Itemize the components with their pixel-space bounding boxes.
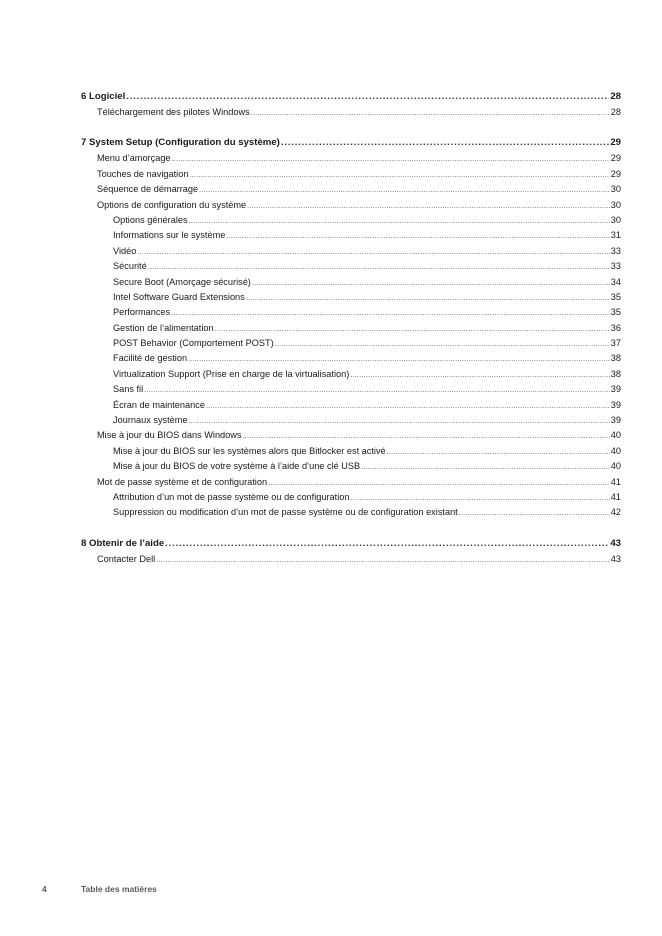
toc-leader-dots — [206, 399, 610, 414]
toc-entry-title: Sans fil — [113, 384, 144, 395]
toc-leader-dots — [144, 383, 610, 398]
toc-entry-title: Menu d’amorçage — [97, 153, 171, 164]
toc-chapter-entry[interactable] — [81, 535, 621, 552]
toc-subsection-entry[interactable] — [81, 259, 621, 274]
toc-entry-title: Options de configuration du système — [97, 199, 247, 210]
toc-entry-page: 30 — [610, 214, 621, 225]
toc-entry-title: Informations sur le système — [113, 230, 226, 241]
toc-leader-dots — [459, 506, 610, 521]
toc-entry-title: Performances — [113, 307, 171, 318]
toc-entry-title: Journaux système — [113, 415, 188, 426]
toc-leader-dots — [243, 429, 610, 444]
toc-entry-title: Sécurité — [113, 261, 147, 272]
toc-entry-page: 42 — [610, 507, 621, 518]
toc-entry-page: 34 — [610, 276, 621, 287]
toc-entry-page: 38 — [610, 353, 621, 364]
toc-entry-page: 33 — [610, 245, 621, 256]
toc-chapter-entry[interactable] — [81, 134, 621, 151]
toc-leader-dots — [126, 88, 609, 105]
toc-subsection-entry[interactable] — [81, 228, 621, 243]
toc-entry-page: 30 — [610, 199, 621, 210]
toc-subsection-entry[interactable] — [81, 444, 621, 459]
toc-leader-dots — [165, 535, 609, 552]
toc-leader-dots — [137, 245, 609, 260]
toc-entry-title: Suppression ou modification d’un mot de passe système ou de configuration existant — [113, 507, 458, 518]
toc-entry-page: 40 — [610, 445, 621, 456]
toc-leader-dots — [215, 322, 610, 337]
toc-subsection-entry[interactable] — [81, 290, 621, 305]
toc-entry-page: 39 — [610, 384, 621, 395]
toc-subsection-entry[interactable] — [81, 351, 621, 366]
toc-entry-title: 6 Logiciel — [81, 91, 126, 102]
toc-leader-dots — [361, 460, 610, 475]
toc-leader-dots — [171, 306, 610, 321]
toc-subsection-entry[interactable] — [81, 275, 621, 290]
toc-entry-page: 39 — [610, 399, 621, 410]
toc-leader-dots — [268, 476, 610, 491]
toc-entry-title: Écran de maintenance — [113, 399, 205, 410]
toc-entry-page: 33 — [610, 261, 621, 272]
toc-subsection-entry[interactable] — [81, 336, 621, 351]
toc-subsection-entry[interactable] — [81, 244, 621, 259]
toc-entry-page: 38 — [610, 368, 621, 379]
toc-entry-title: Gestion de l’alimentation — [113, 322, 214, 333]
toc-leader-dots — [350, 491, 609, 506]
toc-entry-page: 36 — [610, 322, 621, 333]
toc-section-entry[interactable] — [81, 475, 621, 490]
toc-leader-dots — [189, 168, 609, 183]
toc-entry-page: 28 — [610, 91, 621, 102]
toc-entry-title: Secure Boot (Amorçage sécurisé) — [113, 276, 251, 287]
toc-entry-title: Virtualization Support (Prise en charge de la virtualisation) — [113, 368, 350, 379]
toc-entry-page: 28 — [610, 107, 621, 117]
toc-subsection-entry[interactable] — [81, 505, 621, 520]
toc-leader-dots — [252, 276, 610, 291]
toc-leader-dots — [246, 291, 610, 306]
toc-entry-page: 29 — [610, 168, 621, 179]
toc-entry-page: 30 — [610, 184, 621, 195]
toc-entry-page: 41 — [610, 476, 621, 487]
toc-entry-page: 41 — [610, 491, 621, 502]
toc-entry-title: Intel Software Guard Extensions — [113, 291, 245, 302]
toc-section-entry[interactable] — [81, 428, 621, 443]
toc-section-entry[interactable] — [81, 552, 621, 567]
toc-section-entry[interactable] — [81, 105, 621, 120]
toc-entry-page: 43 — [610, 537, 621, 549]
toc-entry-title: POST Behavior (Comportement POST) — [113, 338, 274, 349]
toc-subsection-entry[interactable] — [81, 367, 621, 382]
toc-subsection-entry[interactable] — [81, 490, 621, 505]
toc-entry-title: Mot de passe système et de configuration — [97, 476, 268, 487]
toc-leader-dots — [275, 337, 610, 352]
toc-entry-title: Options générales — [113, 214, 188, 225]
toc-section-entry[interactable] — [81, 167, 621, 182]
toc-leader-dots — [189, 214, 610, 229]
toc-entry-page: 29 — [610, 153, 621, 164]
footer-title: Table des matières — [81, 884, 157, 894]
toc-entry-page: 35 — [610, 307, 621, 318]
toc-section-entry[interactable] — [81, 182, 621, 197]
toc-entry-page: 40 — [610, 430, 621, 441]
toc-leader-dots — [189, 414, 610, 429]
toc-leader-dots — [188, 352, 610, 367]
toc-entry-page: 31 — [610, 230, 621, 241]
toc-entry-page: 39 — [610, 415, 621, 426]
toc-entry-title: Mise à jour du BIOS dans Windows — [97, 430, 242, 441]
toc-entry-title: Mise à jour du BIOS sur les systèmes alors que Bitlocker est activé — [113, 445, 386, 456]
toc-subsection-entry[interactable] — [81, 213, 621, 228]
toc-entry-title: Facilité de gestion — [113, 353, 188, 364]
toc-section-entry[interactable] — [81, 151, 621, 166]
toc-entry-page: 40 — [610, 461, 621, 472]
toc-entry-title: Vidéo — [113, 245, 137, 256]
toc-entry-title: 8 Obtenir de l’aide — [81, 537, 165, 549]
toc-entry-title: 7 System Setup (Configuration du système) — [81, 137, 280, 149]
toc-leader-dots — [247, 199, 610, 214]
toc-subsection-entry[interactable] — [81, 459, 621, 474]
toc-subsection-entry[interactable] — [81, 398, 621, 413]
toc-leader-dots — [281, 134, 609, 151]
toc-chapter-entry[interactable] — [81, 88, 621, 105]
footer-page-number: 4 — [42, 884, 47, 894]
toc-entry-title: Touches de navigation — [97, 168, 189, 179]
toc-entry-title: Mise à jour du BIOS de votre système à l’aide d’une clé USB — [113, 461, 361, 472]
toc-subsection-entry[interactable] — [81, 382, 621, 397]
toc-entry-page: 35 — [610, 291, 621, 302]
toc-entry-title: Séquence de démarrage — [97, 184, 199, 195]
toc-leader-dots — [172, 152, 610, 167]
toc-entry-title: Contacter Dell — [97, 553, 156, 564]
toc-entry-page: 29 — [610, 137, 621, 149]
toc-leader-dots — [226, 229, 609, 244]
toc-entry-title: Attribution d’un mot de passe système ou de configuration — [113, 491, 350, 502]
toc-entry-page: 37 — [610, 338, 621, 349]
toc-leader-dots — [156, 553, 610, 568]
toc-leader-dots — [199, 183, 610, 198]
toc-entry-page: 43 — [610, 553, 621, 564]
toc-leader-dots — [251, 106, 610, 121]
toc-subsection-entry[interactable] — [81, 321, 621, 336]
toc-section-entry[interactable] — [81, 198, 621, 213]
toc-entry-title: Téléchargement des pilotes Windows — [97, 107, 250, 117]
toc-subsection-entry[interactable] — [81, 305, 621, 320]
toc-leader-dots — [148, 260, 610, 275]
toc-subsection-entry[interactable] — [81, 413, 621, 428]
table-of-contents — [81, 88, 621, 567]
toc-leader-dots — [350, 368, 609, 383]
toc-leader-dots — [387, 445, 610, 460]
